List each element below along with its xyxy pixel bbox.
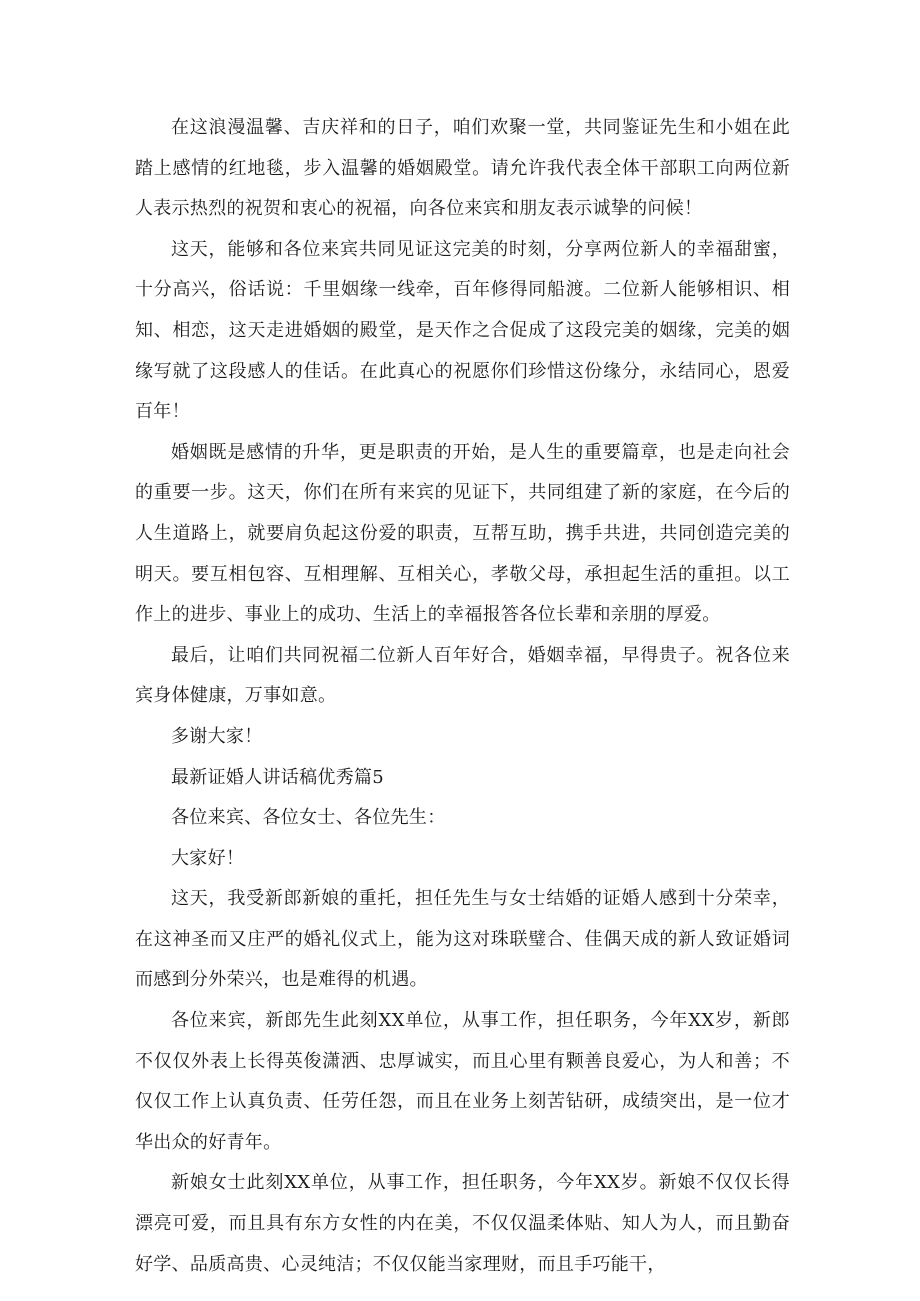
paragraph-witness: 这天，能够和各位来宾共同见证这完美的时刻，分享两位新人的幸福甜蜜，十分高兴，俗话说：千里姻缘一线牵，百年修得同船渡。二位新人能够相识、相知、相恋，这天走进婚姻的殿堂，是天作之合促成了这段完美的姻缘，完美的姻缘写就了这段感人的佳话。在此真心的祝愿你们珍惜这份缘分，永结同心，恩爱百年！ [135, 238, 790, 423]
paragraph-opening: 在这浪漫温馨、吉庆祥和的日子，咱们欢聚一堂，共同鉴证先生和小姐在此踏上感情的红地毯，步入温馨的婚姻殿堂。请允许我代表全体干部职工向两位新人表示热烈的祝贺和衷心的祝福，向各位来宾和朋友表示诚挚的问候！ [135, 117, 790, 220]
paragraph-honor: 这天，我受新郎新娘的重托，担任先生与女士结婚的证婚人感到十分荣幸，在这神圣而又庄严的婚礼仪式上，能为这对珠联璧合、佳偶天成的新人致证婚词而感到分外荣兴，也是难得的机遇。 [135, 888, 790, 991]
salutation-line: 各位来宾、各位女士、各位先生： [171, 807, 446, 829]
document-page [135, 108, 790, 1285]
greeting-line: 大家好！ [171, 847, 245, 869]
paragraph-groom: 各位来宾，新郎先生此刻XX单位，从事工作，担任职务，今年XX岁，新郎不仅仅外表上长得英俊潇洒、忠厚诚实，而且心里有颗善良爱心，为人和善；不仅仅工作上认真负责、任劳任怨，而且在业务上刻苦钻研，成绩突出，是一位才华出众的好青年。 [135, 1010, 790, 1153]
thanks-line: 多谢大家！ [171, 725, 263, 747]
paragraph-bride: 新娘女士此刻XX单位，从事工作，担任职务，今年XX岁。新娘不仅仅长得漂亮可爱，而且具有东方女性的内在美，不仅仅温柔体贴、知人为人，而且勤奋好学、品质高贵、心灵纯洁；不仅仅能当家理财，而且手巧能干， [135, 1172, 790, 1275]
paragraph-closing: 最后，让咱们共同祝福二位新人百年好合，婚姻幸福，早得贵子。祝各位来宾身体健康，万事如意。 [135, 644, 790, 707]
section-title: 最新证婚人讲话稿优秀篇5 [171, 766, 385, 788]
paragraph-marriage: 婚姻既是感情的升华，更是职责的开始，是人生的重要篇章，也是走向社会的重要一步。这天，你们在所有来宾的见证下，共同组建了新的家庭，在今后的人生道路上，就要肩负起这份爱的职责，互帮互助，携手共进，共同创造完美的明天。要互相包容、互相理解、互相关心，孝敬父母，承担起生活的重担。以工作上的进步、事业上的成功、生活上的幸福报答各位长辈和亲朋的厚爱。 [135, 441, 790, 626]
